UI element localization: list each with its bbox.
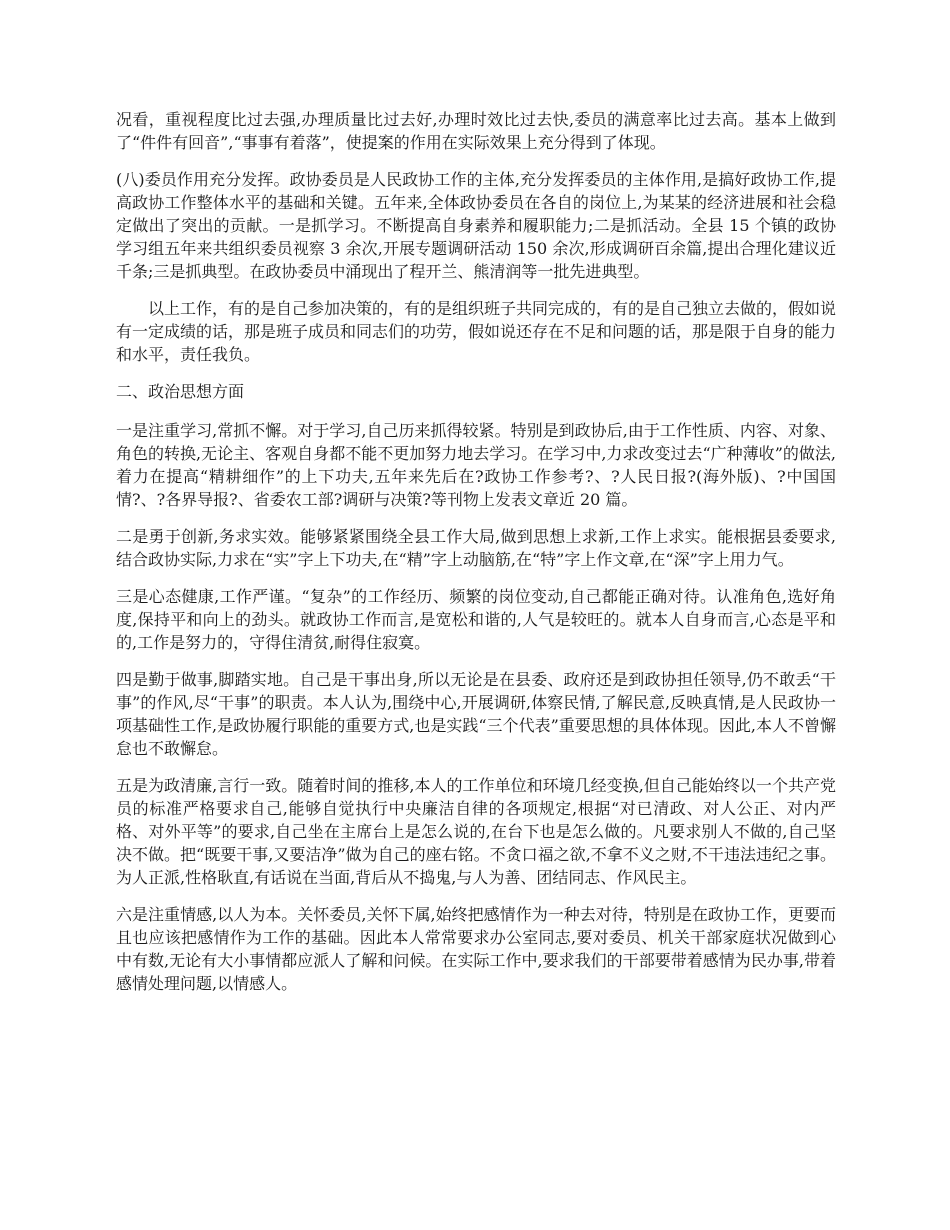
paragraph-member-role: (八)委员作用充分发挥。政协委员是人民政协工作的主体,充分发挥委员的主体作用,是搞好政协工作,提高政协工作整体水平的基础和关键。五年来,全体政协委员在各自的岗位上,为某某的经济进展和社会稳定做出了突出的贡献。一是抓学习。不断提高自身素养和履职能力;二是抓活动。全县 15 个镇的政协学习组五年来共组织委员视察 3 余次,开展专题调研活动 150 余次,形成调研百余篇,提出合理化建议近千条;三是抓典型。在政协委员中涌现出了程开兰、熊清润等一批先进典型。: [116, 170, 836, 281]
paragraph-mindset: 三是心态健康,工作严谨。“复杂”的工作经历、频繁的岗位变动,自己都能正确对待。认准角色,选好角度,保持平和向上的劲头。就政协工作而言,是宽松和谐的,人气是较旺的。就本人自身而言,心态是平和的,工作是努力的，守得住清贫,耐得住寂寞。: [116, 587, 836, 652]
paragraph-innovation: 二是勇于创新,务求实效。能够紧紧围绕全县工作大局,做到思想上求新,工作上求实。能根据县委要求,结合政协实际,力求在“实”字上下功夫,在“精”字上动脑筋,在“特”字上作文章,在“深”字上用力气。: [116, 527, 836, 569]
paragraph-integrity: 五是为政清廉,言行一致。随着时间的推移,本人的工作单位和环境几经变换,但自己能始终以一个共产党员的标准严格要求自己,能够自觉执行中央廉洁自律的各项规定,根据“对已清政、对人公正、对内严格、对外平等”的要求,自己坐在主席台上是怎么说的,在台下也是怎么做的。凡要求别人不做的,自己坚决不做。把“既要干事,又要洁净”做为自己的座右铭。不贪口福之欲,不拿不义之财,不干违法违纪之事。为人正派,性格耿直,有话说在当面,背后从不捣鬼,与人为善、团结同志、作风民主。: [116, 776, 836, 887]
paragraph-diligence: 四是勤于做事,脚踏实地。自己是干事出身,所以无论是在县委、政府还是到政协担任领导,仍不敢丢“干事”的作风,尽“干事”的职责。本人认为,围绕中心,开展调研,体察民情,了解民意,反映真情,是人民政协一项基础性工作,是政协履行职能的重要方式,也是实践“三个代表”重要思想的具体体现。因此,本人不曾懈怠也不敢懈怠。: [116, 670, 836, 758]
document-body: [116, 108, 836, 1009]
paragraph-proposal-handling: 况看，重视程度比过去强,办理质量比过去好,办理时效比过去快,委员的满意率比过去高。基本上做到了“件件有回音”,“事事有着落”，使提案的作用在实际效果上充分得到了体现。: [116, 110, 836, 152]
paragraph-work-summary: 以上工作，有的是自己参加决策的，有的是组织班子共同完成的，有的是自己独立去做的，假如说有一定成绩的话，那是班子成员和同志们的功劳，假如说还存在不足和问题的话，那是限于自身的能力和水平，责任我负。: [116, 299, 837, 364]
paragraph-people-oriented: 六是注重情感,以人为本。关怀委员,关怀下属,始终把感情作为一种去对待，特别是在政协工作，更要而且也应该把感情作为工作的基础。因此本人常常要求办公室同志,要对委员、机关干部家庭状况做到心中有数,无论有大小事情都应派人了解和问候。在实际工作中,要求我们的干部要带着感情为民办事,带着感情处理问题,以情感人。: [116, 905, 836, 993]
paragraph-study: 一是注重学习,常抓不懈。对于学习,自己历来抓得较紧。特别是到政协后,由于工作性质、内容、对象、角色的转换,无论主、客观自身都不能不更加努力地去学习。在学习中,力求改变过去“广种薄收”的做法,着力在提高“精耕细作”的上下功夫,五年来先后在?政协工作参考?、?人民日报?(海外版)、?中国国情?、?各界导报?、省委农工部?调研与决策?等刊物上发表文章近 20 篇。: [116, 421, 836, 509]
section-heading-political-thought: 二、政治思想方面: [116, 382, 245, 401]
